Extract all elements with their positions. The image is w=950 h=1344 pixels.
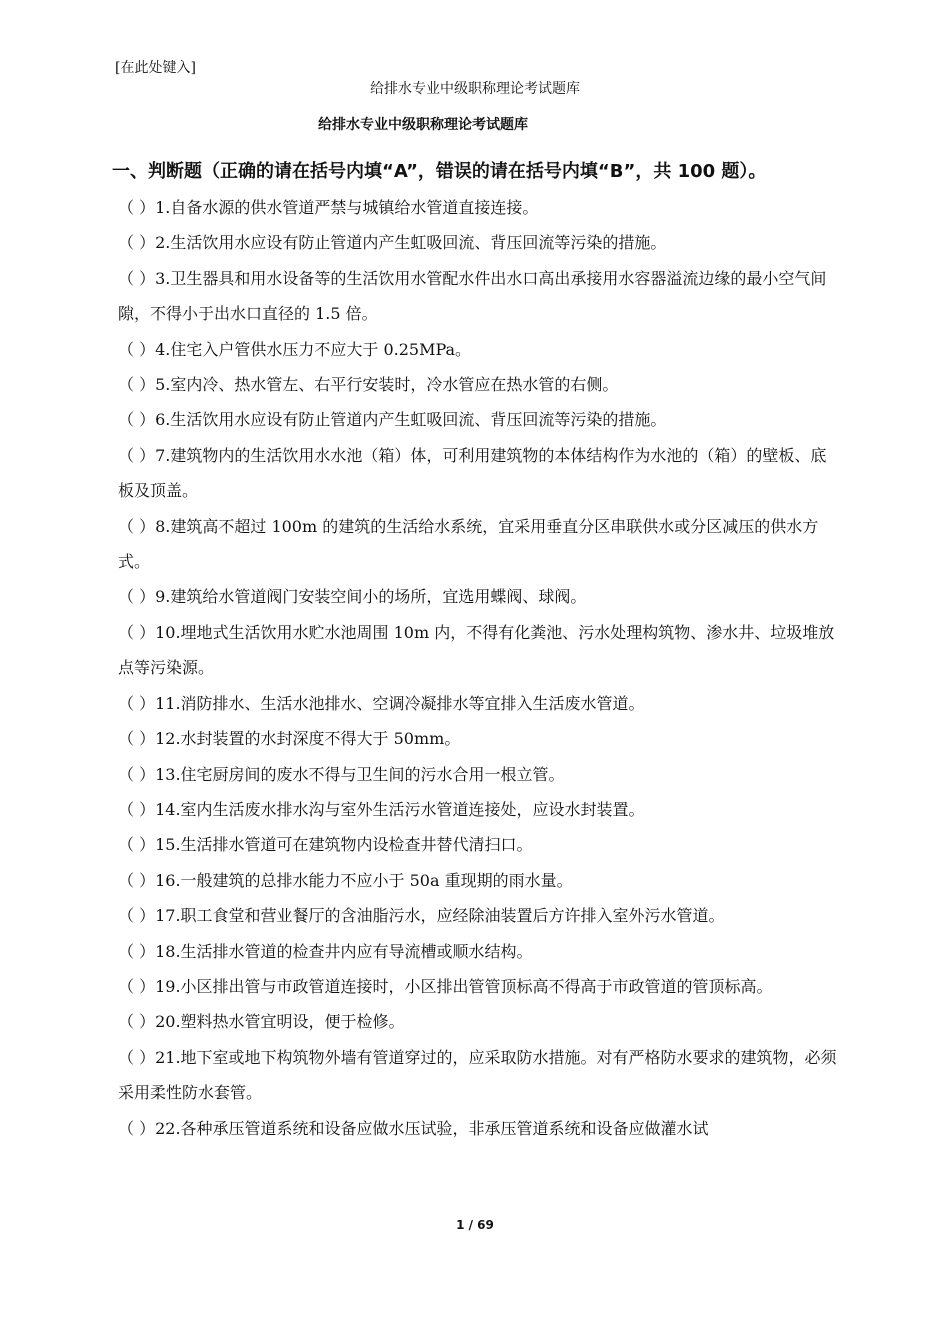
- question-list: [118, 190, 840, 1146]
- question-item: （ ）11.消防排水、生活水池排水、空调冷凝排水等宜排入生活废水管道。: [118, 693, 645, 713]
- question-item: （ ）16.一般建筑的总排水能力不应小于 50a 重现期的雨水量。: [118, 870, 573, 890]
- question-item: （ ）14.室内生活废水排水沟与室外生活污水管道连接处，应设水封装置。: [118, 799, 645, 819]
- question-item: （ ）21.地下室或地下构筑物外墙有管道穿过的，应采取防水措施。对有严格防水要求的建筑物，必须采用柔性防水套管。: [118, 1047, 837, 1103]
- question-item: （ ）6.生活饮用水应设有防止管道内产生虹吸回流、背压回流等污染的措施。: [118, 410, 667, 430]
- question-item: （ ）10.埋地式生活饮用水贮水池周围 10m 内，不得有化粪池、污水处理构筑物、渗水井、垃圾堆放点等污染源。: [118, 622, 835, 678]
- running-header-title: 给排水专业中级职称理论考试题库: [370, 81, 580, 97]
- question-item: （ ）19.小区排出管与市政管道连接时，小区排出管管顶标高不得高于市政管道的管顶标高。: [118, 976, 773, 996]
- question-item: （ ）9.建筑给水管道阀门安装空间小的场所，宜选用蝶阀、球阀。: [118, 587, 587, 607]
- header-placeholder: [在此处键入]: [115, 60, 196, 76]
- question-item: （ ）1.自备水源的供水管道严禁与城镇给水管道直接连接。: [118, 198, 539, 217]
- question-item: （ ）20.塑料热水管宜明设，便于检修。: [118, 1012, 405, 1032]
- section-heading: 一、判断题（正确的请在括号内填“A”，错误的请在括号内填“B”，共 100 题）。: [112, 161, 767, 182]
- question-item: （ ）18.生活排水管道的检查井内应有导流槽或顺水结构。: [118, 941, 533, 961]
- question-item: （ ）7.建筑物内的生活饮用水水池（箱）体，可利用建筑物的本体结构作为水池的（箱）的壁板、底板及顶盖。: [118, 445, 827, 501]
- question-item: （ ）15.生活排水管道可在建筑物内设检查井替代清扫口。: [118, 835, 533, 855]
- question-item: （ ）22.各种承压管道系统和设备应做水压试验，非承压管道系统和设备应做灌水试: [118, 1118, 709, 1138]
- question-item: （ ）2.生活饮用水应设有防止管道内产生虹吸回流、背压回流等污染的措施。: [118, 233, 667, 253]
- question-item: （ ）17.职工食堂和营业餐厅的含油脂污水，应经除油装置后方许排入室外污水管道。: [118, 906, 725, 926]
- page-number: 1 / 69: [456, 1218, 494, 1232]
- question-item: （ ）12.水封装置的水封深度不得大于 50mm。: [118, 729, 461, 749]
- question-item: （ ）8.建筑高不超过 100m 的建筑的生活给水系统，宜采用垂直分区串联供水或分区减压的供水方式。: [118, 516, 819, 572]
- question-item: （ ）3.卫生器具和用水设备等的生活饮用水管配水件出水口高出承接用水容器溢流边缘的最小空气间隙，不得小于出水口直径的 1.5 倍。: [118, 268, 827, 324]
- document-title: 给排水专业中级职称理论考试题库: [318, 117, 528, 133]
- question-item: （ ）5.室内冷、热水管左、右平行安装时，冷水管应在热水管的右侧。: [118, 375, 619, 395]
- question-item: （ ）13.住宅厨房间的废水不得与卫生间的污水合用一根立管。: [118, 764, 565, 784]
- question-item: （ ）4.住宅入户管供水压力不应大于 0.25MPa。: [118, 339, 472, 359]
